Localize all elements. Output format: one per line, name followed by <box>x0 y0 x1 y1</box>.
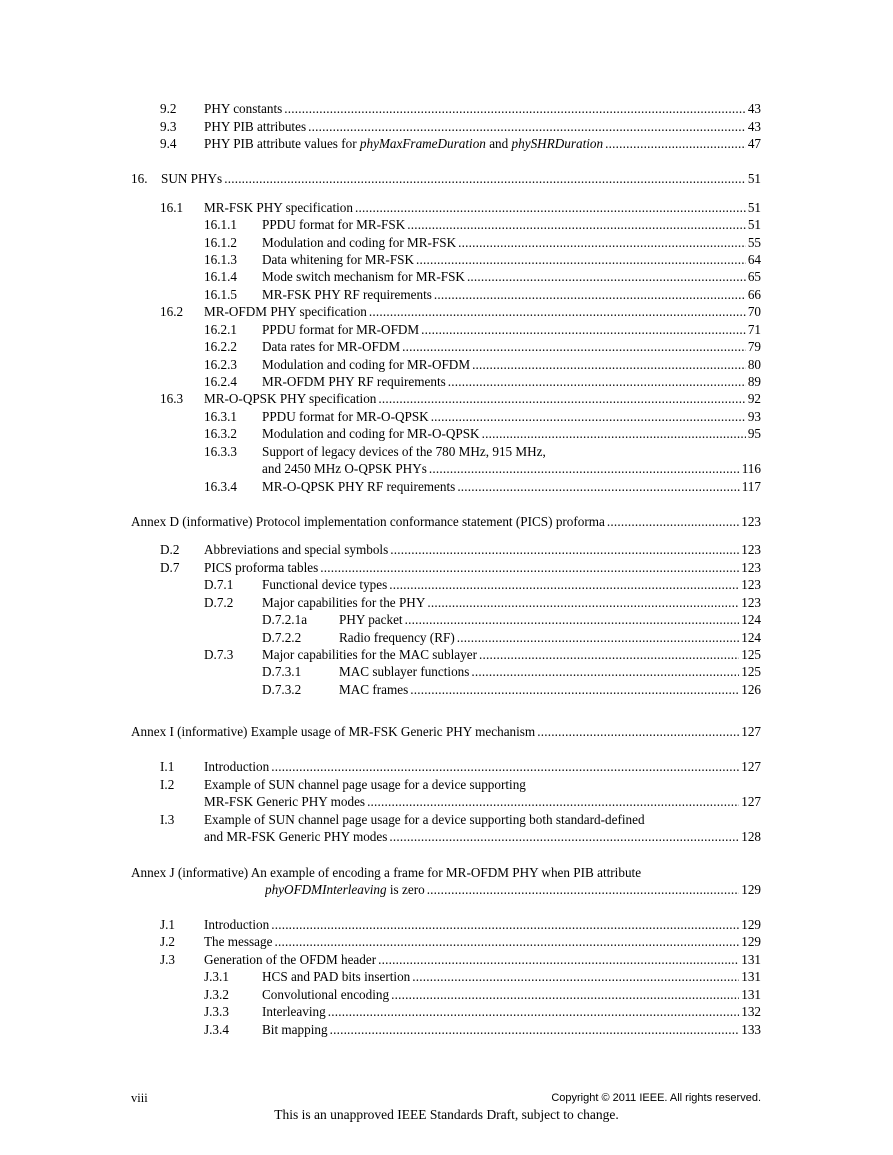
toc-entry-page: 125 <box>741 664 761 679</box>
toc-entry-number: I.2 <box>160 777 175 792</box>
toc-entry-page: 79 <box>747 339 761 354</box>
toc-entry-page: 89 <box>747 374 761 389</box>
toc-entry-number: 16.2 <box>160 304 184 319</box>
toc-entry-title: and 2450 MHz O-QPSK PHYs <box>262 461 427 476</box>
dot-leader <box>320 559 739 577</box>
toc-entry-page: 95 <box>747 426 761 441</box>
toc-entry-title: Modulation and coding for MR-O-QPSK <box>262 426 480 441</box>
toc-entry-number: 16.1.2 <box>204 235 237 250</box>
page-number: viii <box>131 1091 148 1105</box>
toc-entry-page: 129 <box>741 882 761 897</box>
toc-entry-number: 16.3.4 <box>204 479 237 494</box>
toc-entry-page: 124 <box>741 612 761 627</box>
toc-entry[interactable] <box>0 170 761 188</box>
dot-leader <box>471 663 739 681</box>
toc-entry-page: 71 <box>747 322 761 337</box>
toc-entry-title: Convolutional encoding <box>262 987 390 1002</box>
toc-entry-page: 43 <box>747 119 761 134</box>
toc-entry-title: Introduction <box>204 917 270 932</box>
toc-entry-title: SUN PHYs <box>161 171 223 186</box>
toc-entry-title: Functional device types <box>262 577 388 592</box>
toc-entry[interactable] <box>0 811 761 829</box>
toc-entry-number: 16.2.1 <box>204 322 237 337</box>
toc-entry-page: 47 <box>747 136 761 151</box>
toc-entry-page: 92 <box>747 391 761 406</box>
toc-entry-number: D.2 <box>160 542 180 557</box>
toc-entry[interactable] <box>0 216 761 234</box>
toc-entry-page: 129 <box>741 917 761 932</box>
toc-entry-title: The message <box>204 934 273 949</box>
toc-entry[interactable] <box>0 681 761 699</box>
toc-entry-number: 9.2 <box>160 101 177 116</box>
toc-entry-page: 123 <box>741 577 761 592</box>
dot-leader <box>391 986 739 1004</box>
toc-entry-title: phyOFDMInterleaving is zero <box>265 882 425 897</box>
toc-entry[interactable] <box>0 100 761 118</box>
toc-entry-number: 16.1.4 <box>204 269 237 284</box>
toc-entry-page: 66 <box>747 287 761 302</box>
toc-entry-title: MR-FSK PHY RF requirements <box>262 287 432 302</box>
dot-leader <box>458 234 746 252</box>
toc-entry-page: 65 <box>747 269 761 284</box>
dot-leader <box>355 199 746 217</box>
toc-entry-number: D.7.3 <box>204 647 234 662</box>
toc-entry-number: 16.1.5 <box>204 287 237 302</box>
toc-entry-page: 93 <box>747 409 761 424</box>
toc-entry-number: D.7.2.2 <box>262 630 302 645</box>
dot-leader <box>224 170 746 188</box>
toc-entry[interactable] <box>0 373 761 391</box>
dot-leader <box>479 646 739 664</box>
toc-entry-number: 16.3.1 <box>204 409 237 424</box>
toc-entry-page: 133 <box>741 1022 761 1037</box>
dot-leader <box>271 916 739 934</box>
toc-entry-number: D.7.1 <box>204 577 234 592</box>
dot-leader <box>457 478 739 496</box>
draft-notice: This is an unapproved IEEE Standards Draft, subject to change. <box>274 1107 619 1122</box>
toc-entry-title: MR-O-QPSK PHY specification <box>204 391 377 406</box>
toc-entry-title: Data whitening for MR-FSK <box>262 252 415 267</box>
toc-entry-title: Modulation and coding for MR-OFDM <box>262 357 471 372</box>
dot-leader <box>378 390 745 408</box>
toc-entry[interactable] <box>0 576 761 594</box>
dot-leader <box>607 513 739 531</box>
toc-entry-number: 16.3.2 <box>204 426 237 441</box>
toc-entry-title: PHY packet <box>339 612 403 627</box>
toc-entry-title: PICS proforma tables <box>204 560 319 575</box>
toc-entry-title: Modulation and coding for MR-FSK <box>262 235 457 250</box>
toc-entry-page: 132 <box>741 1004 761 1019</box>
toc-entry[interactable] <box>0 951 761 969</box>
toc-entry-title: Radio frequency (RF) <box>339 630 455 645</box>
toc-entry[interactable] <box>0 251 761 269</box>
toc-entry-number: 9.4 <box>160 136 177 151</box>
toc-entry[interactable] <box>0 286 761 304</box>
toc-entry-title: PPDU format for MR-OFDM <box>262 322 420 337</box>
dot-leader <box>389 828 739 846</box>
toc-entry-title: MR-FSK Generic PHY modes <box>204 794 366 809</box>
toc-entry[interactable] <box>0 916 761 934</box>
toc-entry[interactable] <box>0 443 761 461</box>
toc-entry[interactable] <box>0 723 761 741</box>
toc-entry-title: Interleaving <box>262 1004 326 1019</box>
dot-leader <box>412 968 739 986</box>
toc-entry-title: Major capabilities for the PHY <box>262 595 426 610</box>
toc-entry-number: D.7.2 <box>204 595 234 610</box>
dot-leader <box>427 881 740 899</box>
toc-entry-page: 129 <box>741 934 761 949</box>
dot-leader <box>416 251 746 269</box>
toc-entry-title: MR-OFDM PHY RF requirements <box>262 374 446 389</box>
toc-entry-page: 70 <box>747 304 761 319</box>
toc-entry-number: J.3.4 <box>204 1022 229 1037</box>
dot-leader <box>284 100 746 118</box>
toc-entry-title: and MR-FSK Generic PHY modes <box>204 829 388 844</box>
toc-entry-title: PHY PIB attribute values for phyMaxFrameDuration and phySHRDuration <box>204 136 604 151</box>
toc-entry[interactable] <box>0 199 761 217</box>
toc-entry[interactable] <box>0 321 761 339</box>
dot-leader <box>605 135 746 153</box>
dot-leader <box>378 951 739 969</box>
toc-entry[interactable] <box>0 541 761 559</box>
dot-leader <box>405 611 740 629</box>
dot-leader <box>369 303 746 321</box>
toc-entry-number: 16.2.2 <box>204 339 237 354</box>
toc-entry[interactable] <box>0 986 761 1004</box>
toc-entry-number: 9.3 <box>160 119 177 134</box>
toc-entry-title: Example of SUN channel page usage for a device supporting both standard-defined <box>204 812 645 827</box>
toc-entry[interactable] <box>0 864 761 882</box>
dot-leader <box>390 541 739 559</box>
toc-entry-number: 16.3 <box>160 391 184 406</box>
toc-entry-number: J.3 <box>160 952 176 967</box>
toc-entry-number: 16.3.3 <box>204 444 237 459</box>
toc-entry[interactable] <box>0 968 761 986</box>
dot-leader <box>429 460 740 478</box>
toc-entry-number: I.3 <box>160 812 175 827</box>
toc-entry[interactable] <box>0 1003 761 1021</box>
toc-entry[interactable] <box>0 663 761 681</box>
toc-entry[interactable] <box>0 303 761 321</box>
dot-leader <box>407 216 746 234</box>
toc-entry-number: 16.2.3 <box>204 357 237 372</box>
toc-entry-number: J.3.3 <box>204 1004 229 1019</box>
toc-entry[interactable] <box>0 828 761 846</box>
toc-entry-number: 16.1.1 <box>204 217 237 232</box>
toc-entry-page: 116 <box>741 461 761 476</box>
toc-entry[interactable] <box>0 629 761 647</box>
toc-entry-title: Example of SUN channel page usage for a device supporting <box>204 777 526 792</box>
toc-entry-title: Annex D (informative) Protocol implementation conformance statement (PICS) proforma <box>131 514 605 529</box>
copyright-notice: Copyright © 2011 IEEE. All rights reserved. <box>551 1092 761 1104</box>
toc-entry-title: MR-OFDM PHY specification <box>204 304 367 319</box>
toc-entry-page: 126 <box>741 682 761 697</box>
toc-entry-number: 16.2.4 <box>204 374 237 389</box>
toc-entry-number: 16. <box>131 171 148 186</box>
dot-leader <box>448 373 746 391</box>
dot-leader <box>431 408 746 426</box>
toc-entry[interactable] <box>0 460 761 478</box>
toc-entry[interactable] <box>0 135 761 153</box>
toc-entry-number: J.3.2 <box>204 987 229 1002</box>
toc-entry-page: 51 <box>747 171 761 186</box>
toc-entry-title: MAC frames <box>339 682 409 697</box>
dot-leader <box>330 1021 740 1039</box>
dot-leader <box>271 758 739 776</box>
toc-entry-number: D.7.2.1a <box>262 612 308 627</box>
toc-entry[interactable] <box>0 268 761 286</box>
toc-entry[interactable] <box>0 933 761 951</box>
dot-leader <box>421 321 746 339</box>
toc-entry-title: MAC sublayer functions <box>339 664 470 679</box>
toc-entry[interactable] <box>0 611 761 629</box>
toc-entry-number: I.1 <box>160 759 175 774</box>
toc-entry-page: 124 <box>741 630 761 645</box>
toc-entry-page: 131 <box>741 952 761 967</box>
toc-entry-title: MR-O-QPSK PHY RF requirements <box>262 479 456 494</box>
toc-entry-page: 123 <box>741 595 761 610</box>
toc-entry-title: Annex I (informative) Example usage of MR-FSK Generic PHY mechanism <box>131 724 536 739</box>
dot-leader <box>367 793 739 811</box>
dot-leader <box>402 338 746 356</box>
toc-entry-title: HCS and PAD bits insertion <box>262 969 411 984</box>
toc-entry[interactable] <box>0 118 761 136</box>
toc-entry-page: 117 <box>741 479 761 494</box>
dot-leader <box>427 594 739 612</box>
toc-entry[interactable] <box>0 1021 761 1039</box>
toc-entry[interactable] <box>0 234 761 252</box>
dot-leader <box>467 268 746 286</box>
toc-entry-number: 16.1.3 <box>204 252 237 267</box>
dot-leader <box>328 1003 740 1021</box>
toc-entry-title: PPDU format for MR-FSK <box>262 217 406 232</box>
toc-entry-title: Abbreviations and special symbols <box>204 542 389 557</box>
toc-entry-page: 51 <box>747 200 761 215</box>
toc-entry-page: 128 <box>741 829 761 844</box>
dot-leader <box>389 576 739 594</box>
dot-leader <box>308 118 746 136</box>
toc-entry[interactable] <box>0 758 761 776</box>
toc-entry-number: 16.1 <box>160 200 184 215</box>
dot-leader <box>457 629 739 647</box>
dot-leader <box>472 356 746 374</box>
toc-entry-page: 127 <box>741 759 761 774</box>
toc-entry[interactable] <box>0 408 761 426</box>
toc-entry-title: PHY PIB attributes <box>204 119 307 134</box>
toc-entry-number: D.7.3.1 <box>262 664 302 679</box>
toc-entry-title: Annex J (informative) An example of encoding a frame for MR-OFDM PHY when PIB attribute <box>131 865 642 880</box>
toc-entry-number: D.7.3.2 <box>262 682 302 697</box>
dot-leader <box>482 425 746 443</box>
toc-entry[interactable] <box>0 478 761 496</box>
dot-leader <box>434 286 746 304</box>
toc-entry-page: 55 <box>747 235 761 250</box>
toc-entry-page: 123 <box>741 560 761 575</box>
toc-entry-page: 64 <box>747 252 761 267</box>
toc-entry-number: D.7 <box>160 560 180 575</box>
toc-entry-number: J.3.1 <box>204 969 229 984</box>
toc-entry[interactable] <box>0 646 761 664</box>
toc-entry-title: MR-FSK PHY specification <box>204 200 353 215</box>
toc-entry-page: 80 <box>747 357 761 372</box>
toc-entry[interactable] <box>0 881 761 899</box>
toc-entry-title: Generation of the OFDM header <box>204 952 377 967</box>
dot-leader <box>410 681 739 699</box>
toc-entry-page: 127 <box>741 724 761 739</box>
toc-entry-page: 131 <box>741 969 761 984</box>
toc-entry[interactable] <box>0 793 761 811</box>
toc-entry[interactable] <box>0 559 761 577</box>
toc-entry-title: Major capabilities for the MAC sublayer <box>262 647 477 662</box>
toc-entry-title: Bit mapping <box>262 1022 328 1037</box>
toc-entry-title: Data rates for MR-OFDM <box>262 339 401 354</box>
toc-entry[interactable] <box>0 425 761 443</box>
dot-leader <box>537 723 739 741</box>
toc-entry[interactable] <box>0 594 761 612</box>
toc-entry-page: 51 <box>747 217 761 232</box>
toc-entry-title: Mode switch mechanism for MR-FSK <box>262 269 465 284</box>
toc-entry-page: 131 <box>741 987 761 1002</box>
toc-entry[interactable] <box>0 338 761 356</box>
dot-leader <box>274 933 739 951</box>
toc-entry-page: 43 <box>747 101 761 116</box>
toc-entry-title: Support of legacy devices of the 780 MHz, 915 MHz, <box>262 444 546 459</box>
toc-entry-page: 123 <box>741 542 761 557</box>
toc-entry[interactable] <box>0 356 761 374</box>
toc-entry-title: PHY constants <box>204 101 283 116</box>
toc-entry-page: 127 <box>741 794 761 809</box>
toc-entry-number: J.2 <box>160 934 176 949</box>
toc-entry-page: 125 <box>741 647 761 662</box>
toc-entry[interactable] <box>0 513 761 531</box>
toc-entry-title: PPDU format for MR-O-QPSK <box>262 409 429 424</box>
toc-entry[interactable] <box>0 390 761 408</box>
toc-entry-page: 123 <box>741 514 761 529</box>
toc-entry-title: Introduction <box>204 759 270 774</box>
toc-entry[interactable] <box>0 776 761 794</box>
toc-entry-number: J.1 <box>160 917 176 932</box>
